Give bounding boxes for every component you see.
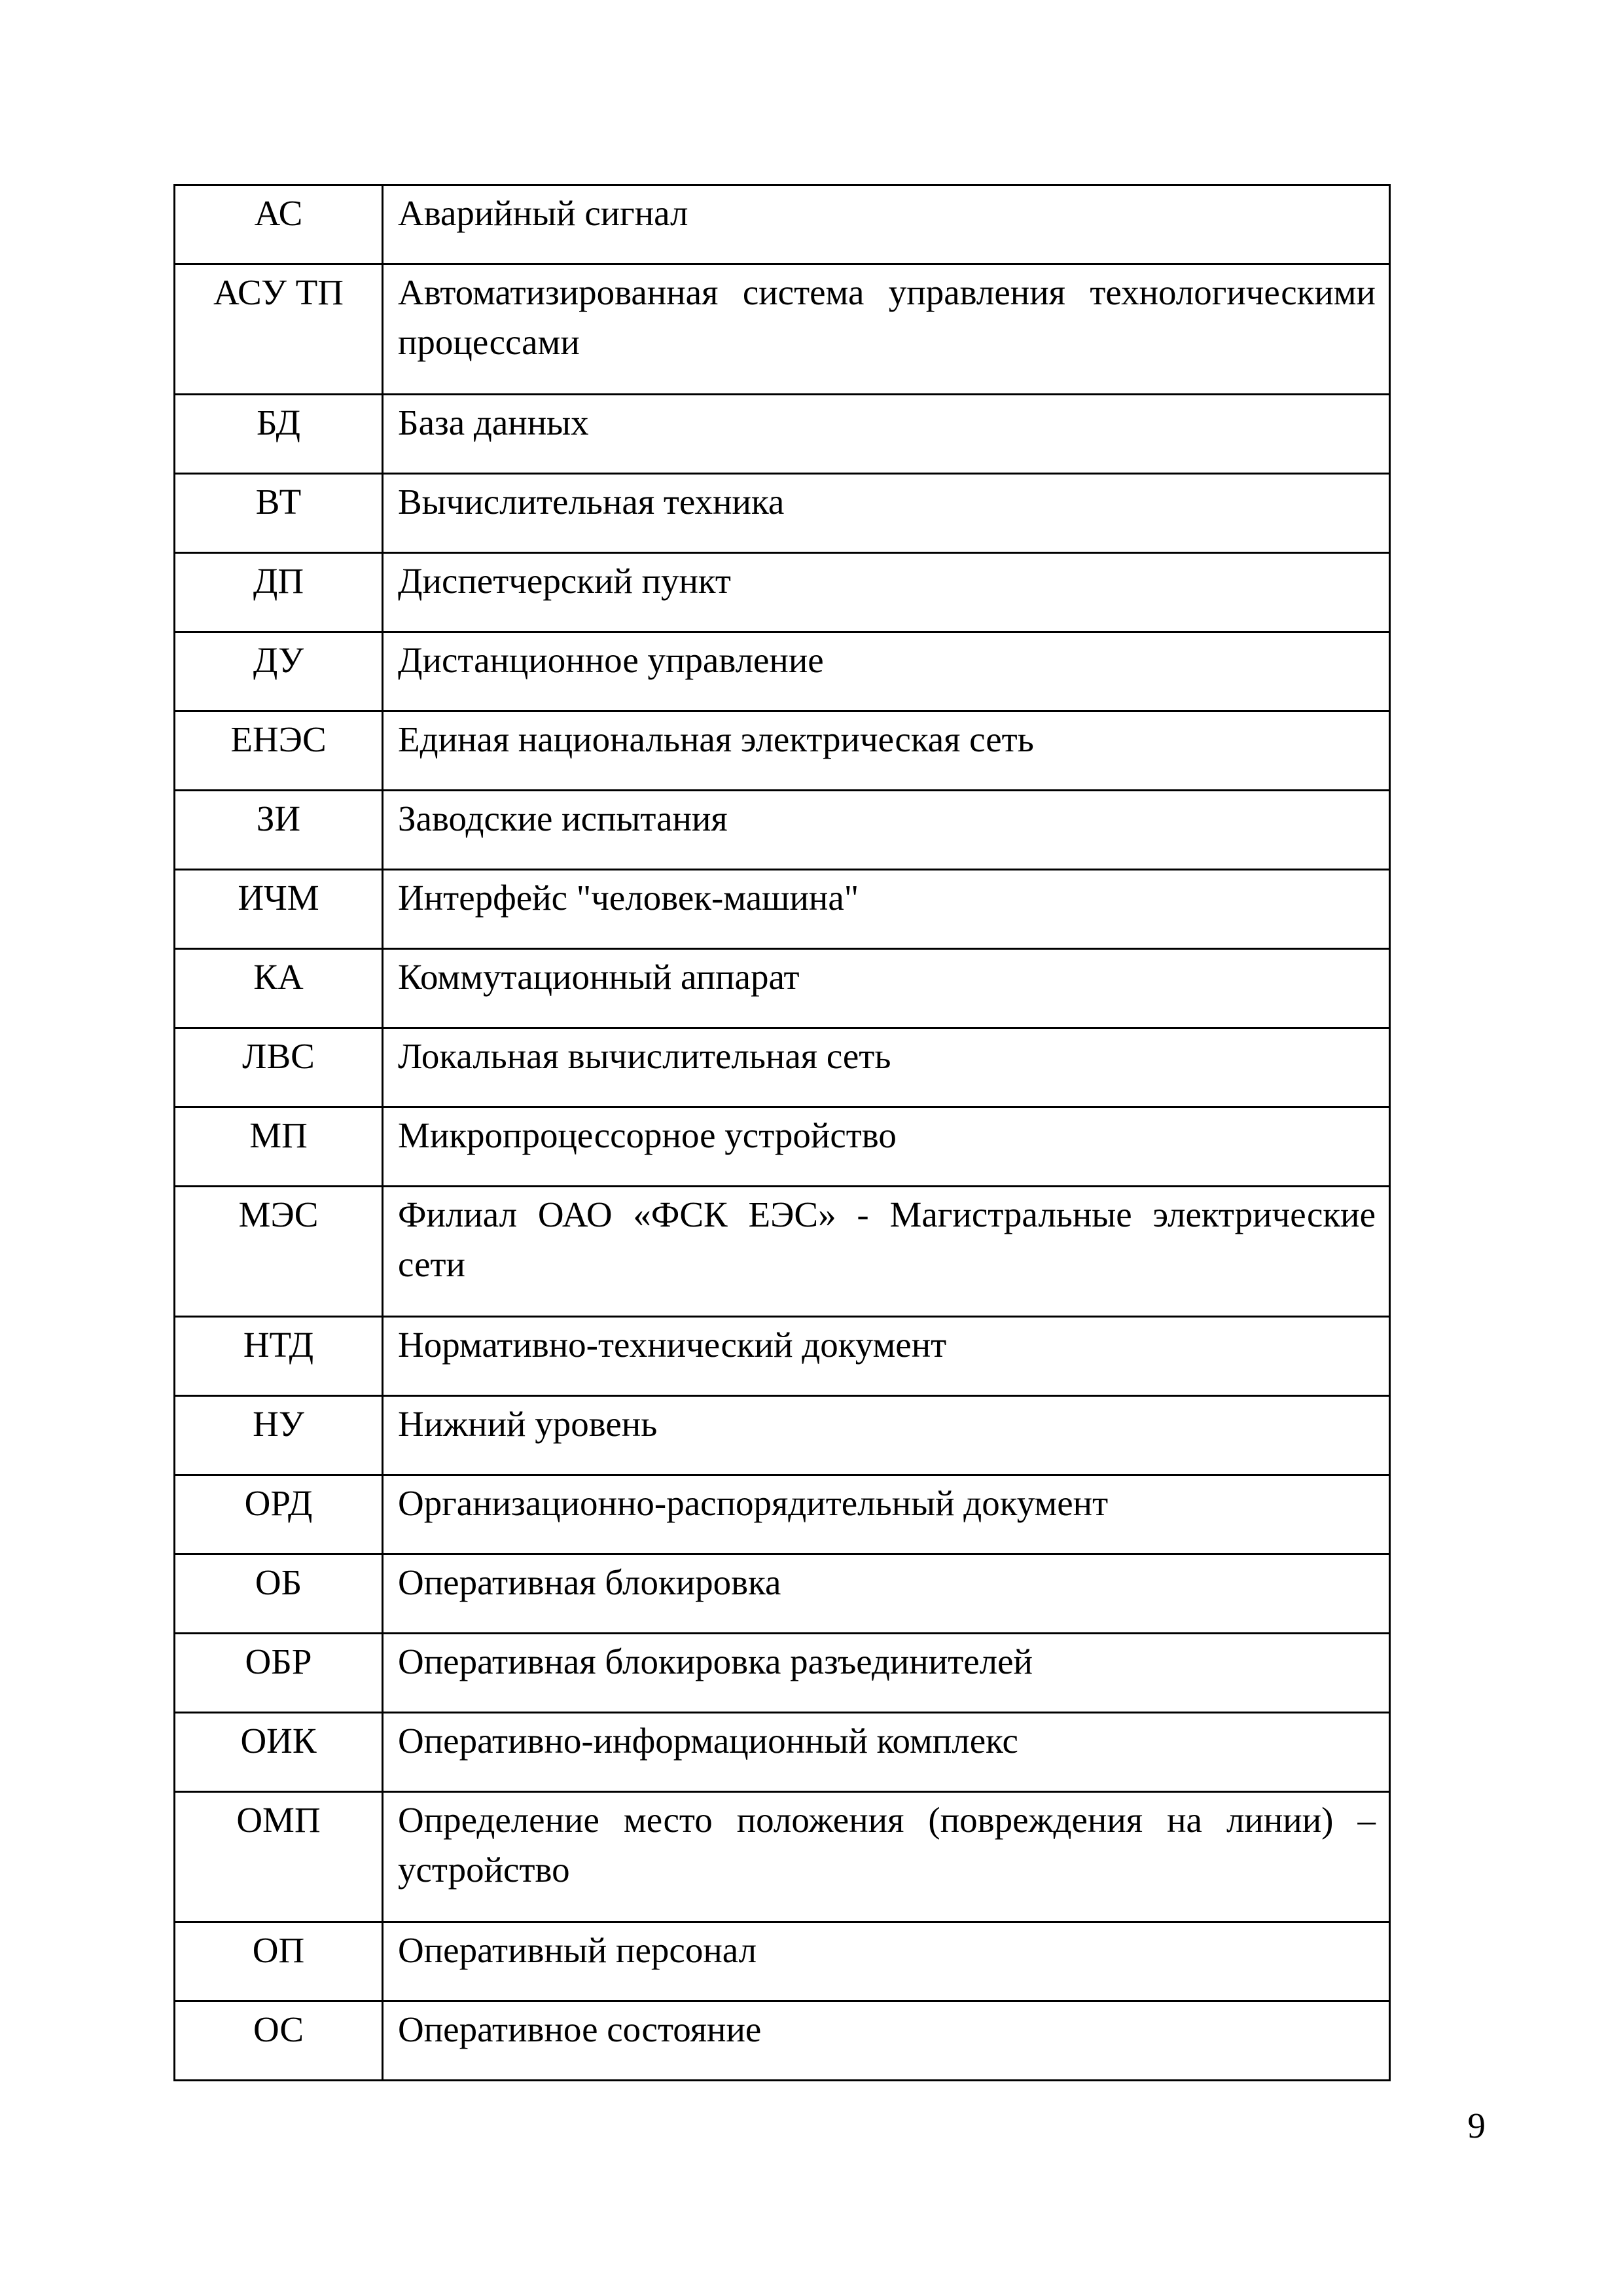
abbreviation-cell: МП xyxy=(175,1107,383,1187)
abbreviation-cell: ОРД xyxy=(175,1475,383,1554)
definition-cell: Вычислительная техника xyxy=(383,474,1390,553)
page-number: 9 xyxy=(1467,2106,1486,2145)
abbreviation-cell: ОБР xyxy=(175,1634,383,1713)
definition-cell: Аварийный сигнал xyxy=(383,185,1390,264)
table-row xyxy=(175,1396,1390,1475)
table-row xyxy=(175,1475,1390,1554)
abbreviation-cell: ОС xyxy=(175,2001,383,2081)
definition-cell: Организационно-распорядительный документ xyxy=(383,1475,1390,1554)
table-row xyxy=(175,1317,1390,1396)
abbreviation-cell: ДУ xyxy=(175,632,383,711)
table-row xyxy=(175,264,1390,395)
abbreviation-cell: ЕНЭС xyxy=(175,711,383,791)
definition-cell: Оперативная блокировка xyxy=(383,1554,1390,1634)
definition-cell: Нормативно-технический документ xyxy=(383,1317,1390,1396)
abbreviation-cell: ВТ xyxy=(175,474,383,553)
abbreviation-cell: БД xyxy=(175,395,383,474)
definition-cell: Интерфейс "человек-машина" xyxy=(383,870,1390,949)
definition-cell: Филиал ОАО «ФСК ЕЭС» - Магистральные электрические сети xyxy=(383,1187,1390,1317)
definition-cell: Единая национальная электрическая сеть xyxy=(383,711,1390,791)
table-row xyxy=(175,1634,1390,1713)
definition-cell: Дистанционное управление xyxy=(383,632,1390,711)
table-row xyxy=(175,395,1390,474)
abbreviation-cell: НТД xyxy=(175,1317,383,1396)
definition-cell: Оперативная блокировка разъединителей xyxy=(383,1634,1390,1713)
abbreviation-cell: ОИК xyxy=(175,1713,383,1792)
definition-cell: Оперативно-информационный комплекс xyxy=(383,1713,1390,1792)
table-row xyxy=(175,711,1390,791)
table-row xyxy=(175,632,1390,711)
abbreviation-cell: АСУ ТП xyxy=(175,264,383,395)
definition-cell: Оперативное состояние xyxy=(383,2001,1390,2081)
table-row xyxy=(175,1922,1390,2001)
abbreviation-cell: ЛВС xyxy=(175,1028,383,1107)
abbreviation-cell: КА xyxy=(175,949,383,1028)
table-row xyxy=(175,2001,1390,2081)
table-row xyxy=(175,1187,1390,1317)
table-row xyxy=(175,1107,1390,1187)
table-row xyxy=(175,185,1390,264)
abbreviation-cell: ОБ xyxy=(175,1554,383,1634)
table-row xyxy=(175,1028,1390,1107)
abbreviation-cell: ЗИ xyxy=(175,791,383,870)
table-row xyxy=(175,1713,1390,1792)
table-row xyxy=(175,553,1390,632)
table-row xyxy=(175,791,1390,870)
table-row xyxy=(175,474,1390,553)
definition-cell: Диспетчерский пункт xyxy=(383,553,1390,632)
abbreviation-cell: МЭС xyxy=(175,1187,383,1317)
definition-cell: Заводские испытания xyxy=(383,791,1390,870)
abbreviation-cell: АС xyxy=(175,185,383,264)
definition-cell: Локальная вычислительная сеть xyxy=(383,1028,1390,1107)
definition-cell: Нижний уровень xyxy=(383,1396,1390,1475)
abbreviation-cell: НУ xyxy=(175,1396,383,1475)
definition-cell: Коммутационный аппарат xyxy=(383,949,1390,1028)
definition-cell: Определение место положения (повреждения на линии) – устройство xyxy=(383,1792,1390,1922)
table-row xyxy=(175,870,1390,949)
abbreviation-cell: ДП xyxy=(175,553,383,632)
abbreviation-cell: ОМП xyxy=(175,1792,383,1922)
abbreviations-table xyxy=(173,184,1391,2081)
abbreviation-cell: ИЧМ xyxy=(175,870,383,949)
definition-cell: Автоматизированная система управления технологическими процессами xyxy=(383,264,1390,395)
table-row xyxy=(175,1792,1390,1922)
table-row xyxy=(175,949,1390,1028)
definition-cell: База данных xyxy=(383,395,1390,474)
table-row xyxy=(175,1554,1390,1634)
abbreviation-cell: ОП xyxy=(175,1922,383,2001)
definition-cell: Оперативный персонал xyxy=(383,1922,1390,2001)
definition-cell: Микропроцессорное устройство xyxy=(383,1107,1390,1187)
